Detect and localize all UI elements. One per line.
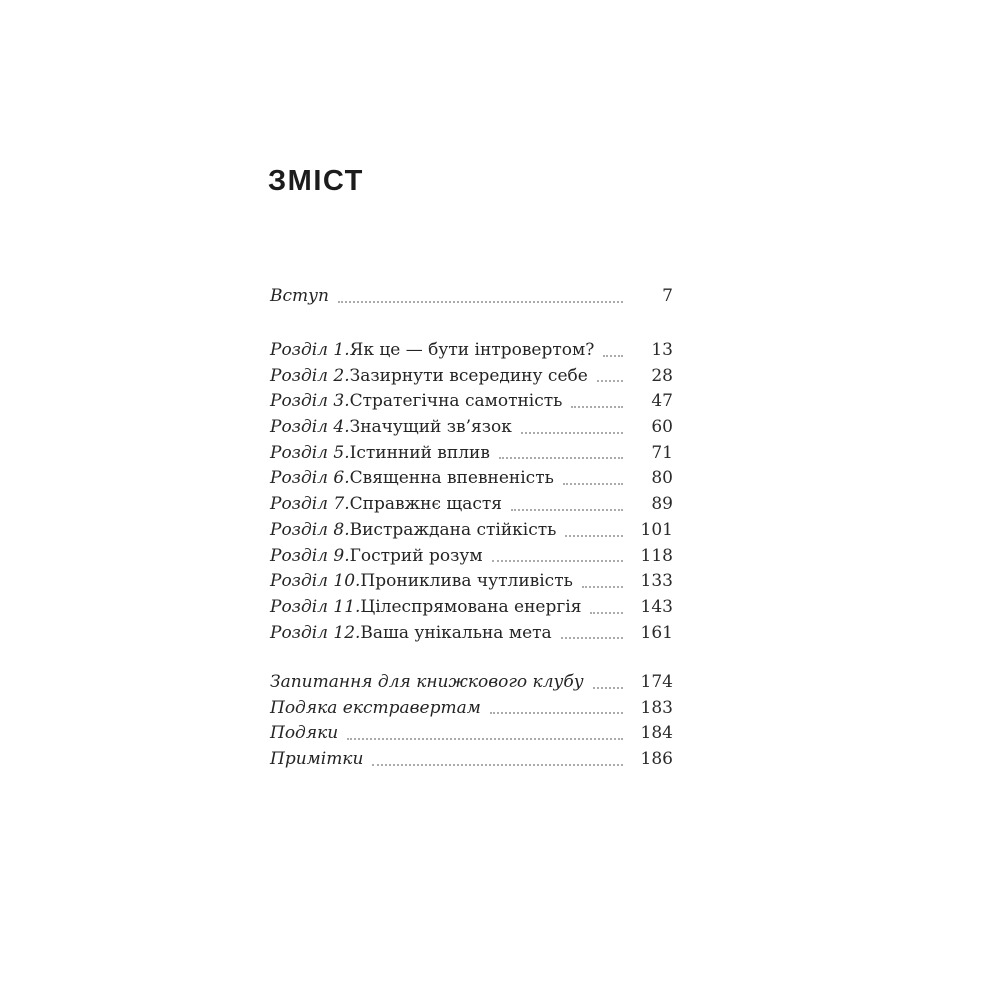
toc-row — [270, 696, 673, 722]
toc-row — [270, 518, 673, 544]
toc-chapter-list — [270, 338, 673, 646]
page-number: 161 — [640, 622, 673, 643]
toc-row — [270, 595, 673, 621]
entry-title: Істинний вплив — [349, 442, 490, 463]
page-number: 118 — [640, 545, 673, 566]
entry-title: Ваша унікальна мета — [360, 622, 552, 643]
leader-dots — [499, 457, 623, 459]
entry-title: Подяка екстравертам — [270, 697, 481, 718]
entry-title: Запитання для книжкового клубу — [270, 672, 584, 692]
chapter-label: Розділ 1. — [270, 340, 350, 360]
toc-row — [270, 621, 673, 647]
chapter-label: Розділ 2. — [270, 365, 350, 386]
page-number: 47 — [651, 391, 673, 412]
toc-row — [270, 747, 673, 773]
page-number: 13 — [651, 340, 673, 360]
leader-dots — [590, 612, 623, 614]
leader-dots — [582, 586, 623, 588]
entry-title: Прониклива чутливість — [360, 571, 573, 592]
page-number: 28 — [651, 365, 673, 386]
entry-title: Справжнє щастя — [349, 494, 503, 515]
leader-dots — [511, 509, 623, 511]
page-number: 60 — [651, 417, 673, 438]
page-number: 143 — [640, 596, 673, 617]
leader-dots — [490, 712, 623, 714]
toc-row — [270, 544, 673, 570]
page-number: 133 — [640, 571, 673, 592]
entry-title: Зазирнути всередину себе — [349, 365, 588, 386]
leader-dots — [603, 355, 623, 357]
leader-dots — [372, 764, 623, 766]
chapter-label: Розділ 8. — [270, 519, 350, 540]
leader-dots — [563, 483, 623, 485]
page-number: 184 — [640, 723, 673, 744]
entry-title: Гострий розум — [349, 545, 483, 566]
toc-row — [270, 364, 673, 390]
page-number: 174 — [640, 672, 673, 692]
entry-title: Вступ — [270, 286, 329, 306]
toc-row — [270, 338, 673, 364]
leader-dots — [492, 560, 623, 562]
leader-dots — [565, 535, 623, 537]
chapter-label: Розділ 7. — [270, 494, 350, 515]
chapter-label: Розділ 5. — [270, 442, 350, 463]
toc-row — [270, 389, 673, 415]
entry-title: Як це — бути інтровертом? — [349, 340, 595, 360]
toc-back-matter-list — [270, 670, 673, 773]
chapter-label: Розділ 12. — [270, 622, 361, 643]
toc-row — [270, 569, 673, 595]
leader-dots — [597, 380, 623, 382]
entry-title: Значущий зв’язок — [349, 417, 512, 438]
entry-title: Священна впевненість — [349, 468, 554, 489]
toc-row — [270, 670, 673, 696]
leader-dots — [521, 432, 623, 434]
chapter-label: Розділ 3. — [270, 391, 350, 412]
toc-row — [270, 284, 673, 310]
toc-row — [270, 721, 673, 747]
entry-title: Вистраждана стійкість — [349, 519, 557, 540]
page-title: ЗМІСТ — [268, 165, 364, 198]
entry-title: Подяки — [270, 723, 339, 744]
page-number: 183 — [640, 697, 673, 718]
page-number: 101 — [640, 519, 673, 540]
page-number: 71 — [651, 442, 673, 463]
page-number: 89 — [651, 494, 673, 515]
leader-dots — [593, 687, 623, 689]
page-number: 186 — [640, 749, 673, 770]
entry-title: Стратегічна самотність — [349, 391, 563, 412]
leader-dots — [338, 301, 623, 303]
toc-front-matter-list — [270, 284, 673, 310]
chapter-label: Розділ 4. — [270, 417, 350, 438]
toc-row — [270, 441, 673, 467]
toc-row — [270, 492, 673, 518]
leader-dots — [571, 406, 623, 408]
toc-row — [270, 415, 673, 441]
chapter-label: Розділ 9. — [270, 545, 350, 566]
leader-dots — [561, 637, 623, 639]
chapter-label: Розділ 6. — [270, 468, 350, 489]
toc-row — [270, 466, 673, 492]
chapter-label: Розділ 10. — [270, 571, 361, 592]
entry-title: Примітки — [270, 749, 364, 770]
entry-title: Цілеспрямована енергія — [360, 596, 582, 617]
leader-dots — [347, 738, 623, 740]
chapter-label: Розділ 11. — [270, 596, 361, 617]
page-number: 80 — [651, 468, 673, 489]
page-number: 7 — [662, 286, 673, 306]
